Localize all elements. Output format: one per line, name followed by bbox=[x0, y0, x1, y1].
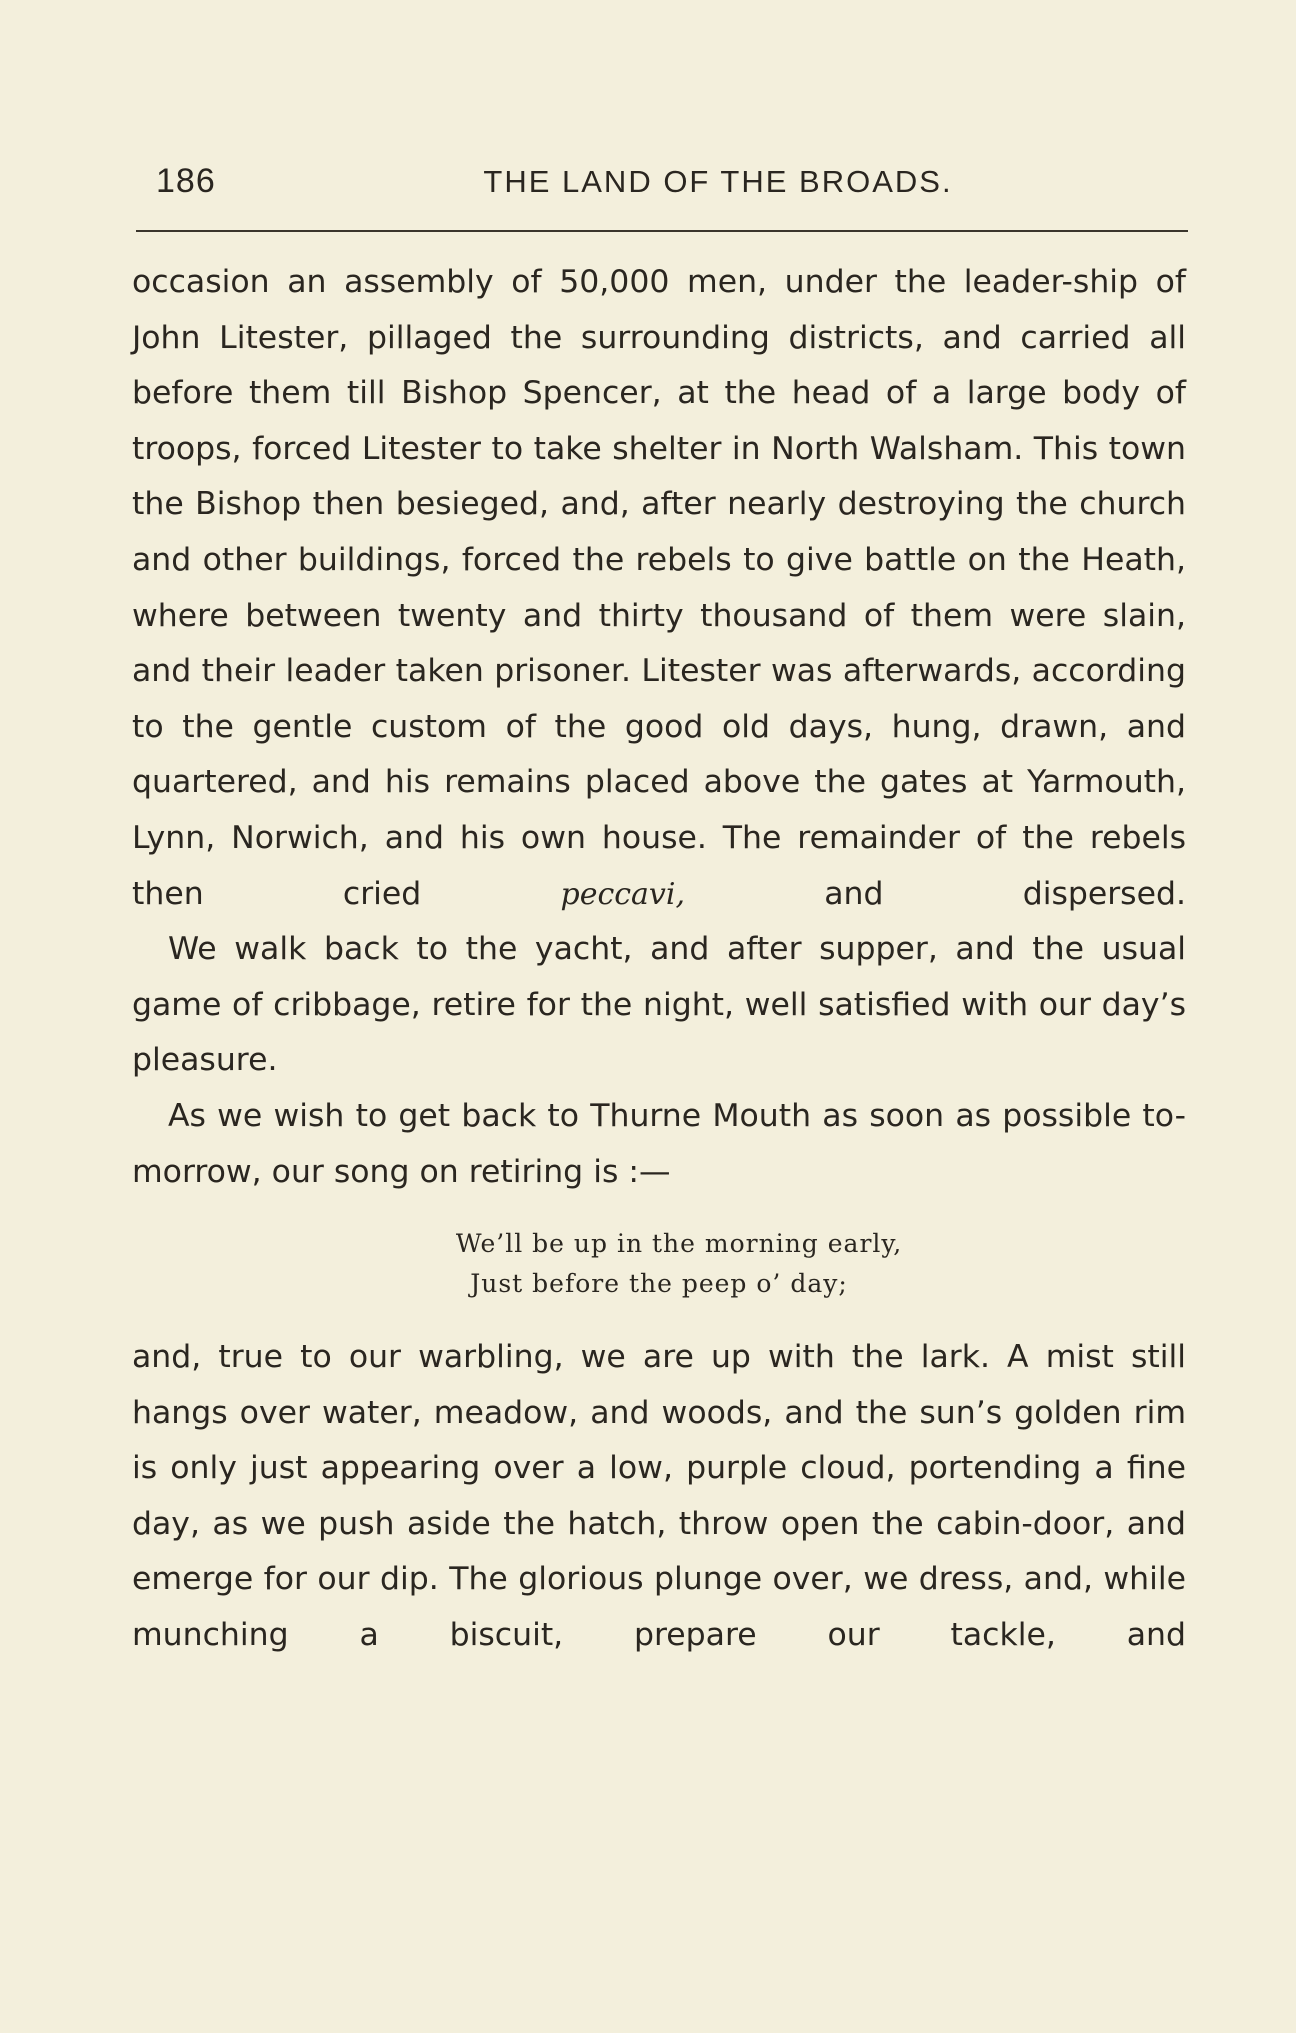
header-rule bbox=[136, 230, 1188, 232]
paragraph-1 bbox=[132, 255, 1186, 922]
italic-peccavi: peccavi, bbox=[560, 876, 686, 912]
paragraph-1-text-a: occasion an assembly of 50,000 men, under the leader-ship of John Litester, pillaged the surrounding districts, and carried all before them till Bishop Spencer, at the head of a large body of troops, forced Litester to take shelter in North Walsham. This town the Bishop then besieged, and, after nearly destroying the church and other buildings, forced the rebels to give battle on the Heath, where between twenty and thirty thousand of them were slain, and their leader taken prisoner. Litester was afterwards, according to the gentle custom of the good old days, hung, drawn, and quartered, and his remains placed above the gates at Yarmouth, Lynn, Norwich, and his own house. The remainder of the rebels then cried bbox=[132, 264, 1186, 912]
running-title: THE LAND OF THE BROADS. bbox=[483, 164, 953, 199]
paragraph-1-text-b: and dispersed. bbox=[685, 875, 1186, 912]
page-header bbox=[156, 162, 1190, 212]
body-text bbox=[132, 255, 1186, 1664]
paragraph-3: As we wish to get back to Thurne Mouth as soon as possible to-morrow, our song on retiring is :— bbox=[132, 1097, 1186, 1190]
paragraph-2: We walk back to the yacht, and after supper, and the usual game of cribbage, retire for the night, well satisfied with our day’s pleasure. bbox=[132, 931, 1186, 1079]
verse-line-2: Just before the peep o’ day; bbox=[470, 1269, 848, 1299]
page-number: 186 bbox=[156, 162, 216, 200]
verse-line-1: We’ll be up in the morning early, bbox=[455, 1229, 903, 1259]
verse-quote bbox=[132, 1224, 1186, 1304]
paragraph-4: and, true to our warbling, we are up with the lark. A mist still hangs over water, meadow, and woods, and the sun’s golden rim is only just appearing over a low, purple cloud, portending a fine day, as we push aside the hatch, throw open the cabin-door, and emerge for our dip. The glorious plunge over, we dress, and, while munching a biscuit, prepare our tackle, and bbox=[132, 1339, 1186, 1654]
